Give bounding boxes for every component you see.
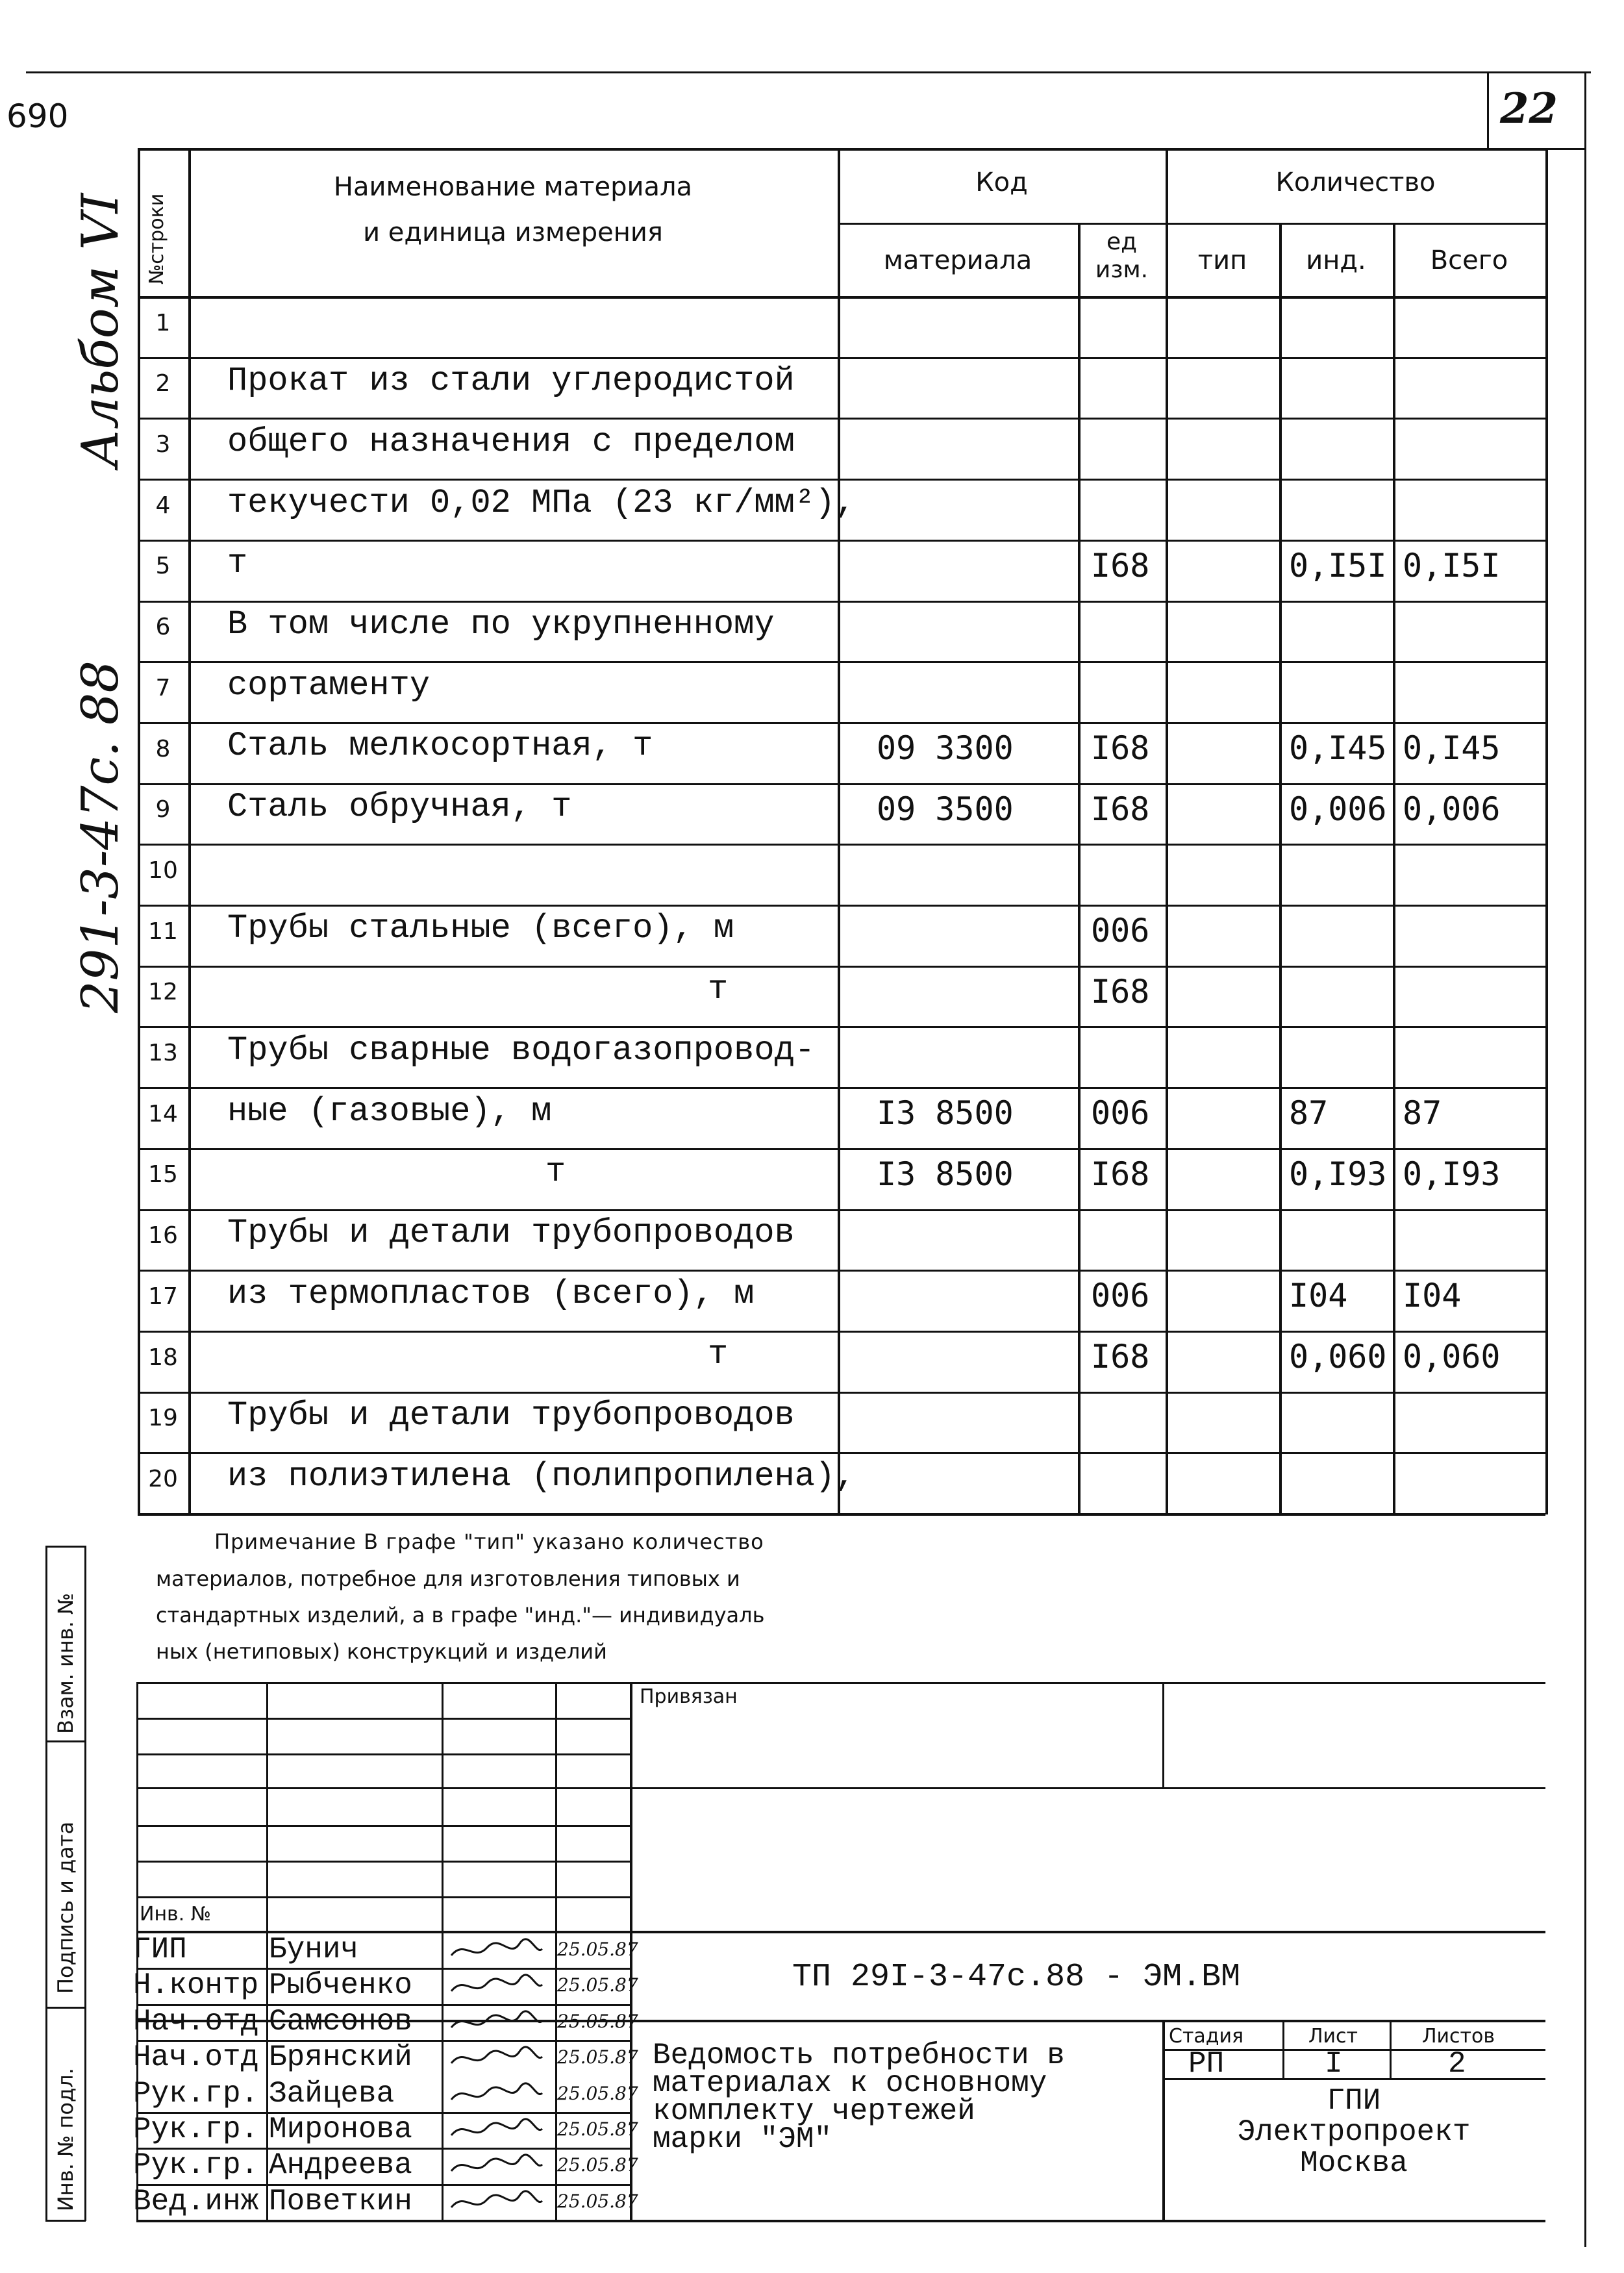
unit-code: I68 [1091,547,1150,585]
qty-total: I04 [1403,1277,1462,1315]
org-line2: Электропроект [1237,2115,1471,2149]
signature-date: 25.05.87 [557,1939,638,1960]
header-name-line1: Наименование материала [333,172,693,202]
tb-bottom [136,2220,1545,2222]
header-subdivider [838,223,1545,225]
material-name: Трубы сварные водогазопровод- [227,1031,815,1070]
sheet-number-box-right [1584,71,1586,149]
row-divider [138,966,1545,968]
signature-date: 25.05.87 [557,2190,638,2212]
note-line-1: Примечание В графе "тип" указано количество [214,1529,764,1554]
material-code: I3 8500 [877,1155,1014,1194]
row-number: 2 [155,370,171,397]
col-type-line [1279,223,1282,1514]
document-title-line1: Ведомость потребности в [653,2039,1065,2072]
unit-code: I68 [1091,972,1150,1011]
material-name: т [708,1335,729,1374]
signer-name: Андреева [269,2148,412,2183]
side-strip-left [45,1546,47,2221]
row-divider [138,905,1545,907]
row-number: 3 [155,431,171,458]
signer-name: Рыбченко [269,1968,412,2003]
row-divider [138,479,1545,481]
signer-name: Поветкин [269,2184,412,2218]
row-number: 13 [148,1040,178,1066]
row-number: 15 [148,1161,178,1188]
row-number: 8 [155,735,171,762]
row-number: 14 [148,1100,178,1127]
signature [448,2152,545,2180]
signer-role: Вед.инж [133,2184,259,2218]
material-name: т [708,970,729,1009]
row-divider [138,1270,1545,1272]
row-divider [138,1331,1545,1333]
row-divider [138,1452,1545,1454]
org-line3: Москва [1300,2146,1408,2180]
note-line-3: стандартных изделий, а в графе "инд."— индивидуаль [156,1603,765,1627]
qty-individual: 87 [1289,1094,1329,1133]
qty-individual: 0,I93 [1289,1155,1387,1194]
signature-date: 25.05.87 [557,2046,638,2068]
document-title-line4: марки "ЭМ" [653,2122,832,2156]
qty-total: 0,I5I [1403,547,1501,585]
qty-individual: 0,I5I [1289,547,1387,585]
row-divider [138,1026,1545,1028]
document-title-line3: комплекту чертежей [653,2094,975,2128]
unit-code: I68 [1091,1338,1150,1376]
material-code: 09 3500 [877,790,1014,828]
qty-total: 0,I93 [1403,1155,1501,1194]
tb-col1 [266,1682,268,2221]
tb-col7 [1282,2020,1284,2078]
header-code-material: материала [883,245,1032,275]
signature [448,2116,545,2144]
material-name: т [227,544,248,583]
album-label: Альбом VI [71,193,130,468]
unit-code: I68 [1091,1155,1150,1194]
unit-code: I68 [1091,790,1150,828]
material-name: Сталь обручная, т [227,788,572,827]
col-code-line [1078,223,1081,1514]
row-divider [138,1087,1545,1089]
signer-name: Миронова [269,2112,412,2146]
signature [448,1972,545,2000]
header-code-unit-1: ед [1106,229,1138,255]
header-bottom-line [138,296,1545,299]
signer-role: Нач.отд [133,2004,259,2039]
signer-name: Брянский [269,2041,412,2075]
signer-name: Бунич [269,1933,359,1966]
row-divider [138,1392,1545,1394]
material-name: В том числе по укрупненному [227,605,775,644]
header-qty-ind: инд. [1306,245,1366,275]
row-number: 5 [155,553,171,580]
header-qty-type: тип [1197,245,1247,275]
material-name: сортаменту [227,666,431,705]
side-strip-right [84,1546,86,2221]
row-divider [138,844,1545,846]
signer-role: ГИП [133,1933,187,1966]
sheet-number: 22 [1500,84,1558,133]
unit-code: 006 [1091,912,1150,950]
header-code: Код [975,168,1028,197]
material-name: текучести 0,02 МПа (23 кг/мм²), [227,483,856,522]
row-number: 9 [155,796,171,823]
col-unit-line [1166,148,1168,1514]
signature-date: 25.05.87 [557,2010,638,2032]
qty-total: 87 [1403,1094,1442,1133]
material-code: 09 3300 [877,729,1014,768]
qty-total: 0,006 [1403,790,1501,828]
material-name: т [545,1153,566,1192]
signature [448,1936,545,1965]
signer-role: Рук.гр. [133,2112,259,2146]
row-number: 4 [155,492,171,519]
material-name: Трубы и детали трубопроводов [227,1396,795,1435]
header-qty-total: Всего [1430,245,1508,275]
sheet-number-box-left [1487,71,1489,149]
signer-role: Нач.отд [133,2041,259,2075]
row-number: 11 [148,918,178,945]
material-name: Прокат из стали углеродистой [227,362,795,401]
material-name: Трубы и детали трубопроводов [227,1213,795,1252]
table-top-line [138,148,1545,151]
row-number: 6 [155,614,171,641]
org-line1: ГПИ [1327,2084,1381,2118]
sheets-label: Листов [1422,2025,1495,2048]
row-divider [138,1209,1545,1211]
privyazan-label: Привязан [640,1685,738,1708]
side-strip-bottom [45,2220,86,2222]
table-bottom-line [138,1513,1545,1516]
sheets-value: 2 [1448,2047,1466,2081]
row-divider [138,540,1545,542]
material-name: из полиэтилена (полипропилена), [227,1457,856,1496]
tb-line-a [136,1682,1545,1684]
signer-role: Рук.гр. [133,2076,259,2111]
stage-value: РП [1188,2047,1225,2081]
row-divider [138,783,1545,785]
signer-role: Рук.гр. [133,2148,259,2183]
header-code-unit-2: изм. [1095,257,1149,283]
material-name: ные (газовые), м [227,1092,552,1131]
row-number: 7 [155,674,171,701]
material-name: из термопластов (всего), м [227,1274,755,1313]
row-number: 18 [148,1344,178,1371]
signature [448,2188,545,2216]
material-name: Трубы стальные (всего), м [227,909,734,948]
signature-date: 25.05.87 [557,1974,638,1996]
row-number: 16 [148,1222,178,1250]
header-name-line2: и единица измерения [363,218,663,247]
row-number: 10 [148,857,178,884]
material-name: общего назначения с пределом [227,422,795,461]
signature-date: 25.05.87 [557,2154,638,2176]
sheet-label: Лист [1308,2025,1358,2048]
signature [448,2008,545,2037]
signature-date: 25.05.87 [557,2118,638,2140]
row-number: 19 [148,1405,178,1432]
row-number: 1 [155,309,171,336]
signature [448,2080,545,2109]
right-margin-line [1584,149,1586,2247]
col-ind-line [1393,223,1395,1514]
unit-code: 006 [1091,1277,1150,1315]
material-name: Сталь мелкосортная, т [227,727,653,766]
side-strip-div1 [45,1740,86,1742]
qty-individual: I04 [1289,1277,1348,1315]
row-divider [138,1148,1545,1150]
drawing-designation: ТП 29I-3-47с.88 - ЭМ.ВМ [792,1959,1241,1996]
row-number: 12 [148,979,178,1006]
signer-role: Н.контр [133,1968,259,2003]
unit-code: I68 [1091,729,1150,768]
side-label-podpis: Подпись и дата [53,1821,78,1994]
tb-col8 [1390,2020,1392,2078]
qty-total: 0,I45 [1403,729,1501,768]
row-divider [138,722,1545,724]
row-number: 17 [148,1283,178,1310]
signer-name: Зайцева [269,2076,395,2111]
signature [448,2044,545,2072]
side-label-inv-podl: Инв. № подл. [53,2068,78,2211]
project-code: 291-3-47с. 88 [71,660,130,1013]
header-quantity: Количество [1275,168,1436,197]
side-strip-top [45,1546,86,1548]
col-rowno-line [188,148,191,1514]
material-code: I3 8500 [877,1094,1014,1133]
row-number: 20 [148,1465,178,1492]
row-divider [138,601,1545,603]
row-divider [138,357,1545,359]
col-name-line [838,148,840,1514]
inv-no-label: Инв. № [140,1903,212,1926]
tb-line-d [136,1787,1545,1789]
signature-date: 25.05.87 [557,2082,638,2104]
stage-label: Стадия [1169,2025,1244,2048]
tb-col2 [442,1682,443,2221]
note-line-2: материалов, потребное для изготовления типовых и [156,1566,740,1591]
table-right-line [1545,148,1548,1514]
qty-individual: 0,I45 [1289,729,1387,768]
row-divider [138,418,1545,420]
header-row-number: №строки [145,193,168,284]
note-line-4: ных (нетиповых) конструкций и изделий [156,1639,607,1664]
tb-col5 [1162,1682,1164,1788]
top-border-line [26,71,1591,73]
document-title-line2: материалах к основному [653,2066,1047,2100]
side-strip-div2 [45,2007,86,2009]
row-divider [138,661,1545,663]
qty-individual: 0,006 [1289,790,1387,828]
qty-individual: 0,060 [1289,1338,1387,1376]
sheet-value: I [1325,2047,1343,2081]
qty-total: 0,060 [1403,1338,1501,1376]
side-label-vzam: Взам. инв. № [53,1592,78,1734]
signer-name: Самсонов [269,2004,412,2039]
page-number: 690 [6,97,69,135]
unit-code: 006 [1091,1094,1150,1133]
